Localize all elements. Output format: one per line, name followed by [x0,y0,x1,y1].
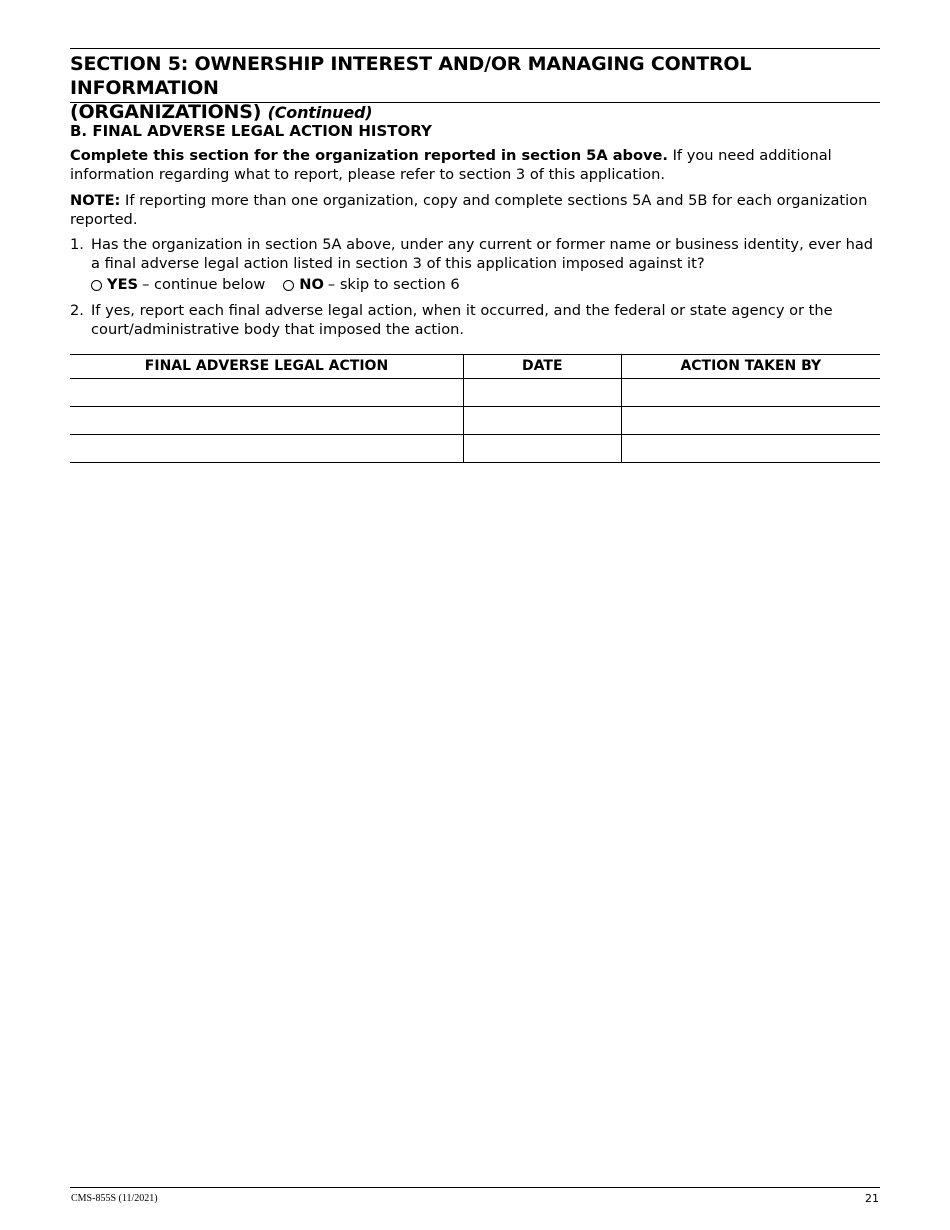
yes-radio-icon[interactable] [91,280,102,291]
yes-text: – continue below [142,276,266,293]
continued-label: (Continued) [267,103,373,122]
note-text: If reporting more than one organization, copy and complete sections 5A and 5B for each organization reported. [70,192,868,228]
note-paragraph [70,192,880,229]
yes-label: YES [107,276,139,293]
section-heading [70,52,880,125]
table-row [70,379,880,407]
intro-paragraph [70,147,880,184]
header-action-taken-by: ACTION TAKEN BY [621,355,880,379]
action-cell[interactable] [70,407,463,435]
footer-page-number: 21 [865,1192,879,1205]
header-final-adverse-legal-action: FINAL ADVERSE LEGAL ACTION [70,355,463,379]
table-header-row [70,355,880,379]
action-cell[interactable] [70,435,463,463]
top-rule [70,48,880,49]
date-cell[interactable] [463,379,621,407]
action-taken-by-cell[interactable] [621,435,880,463]
intro-bold: Complete this section for the organization reported in section 5A above. [70,147,668,164]
footer-form-id: CMS-855S (11/2021) [71,1193,158,1204]
footer-rule [70,1187,880,1188]
no-text: – skip to section 6 [327,276,460,293]
action-taken-by-cell[interactable] [621,379,880,407]
question-2-number: 2. [70,302,84,319]
section-heading-line1: SECTION 5: OWNERSHIP INTEREST AND/OR MANAGING CONTROL INFORMATION [70,53,752,99]
question-2-text: If yes, report each final adverse legal action, when it occurred, and the federal or state agency or the court/administrative body that imposed the action. [91,302,833,338]
header-date: DATE [463,355,621,379]
table-row [70,407,880,435]
adverse-action-table [70,354,880,463]
section-heading-line2: (ORGANIZATIONS) [70,101,262,123]
no-radio-icon[interactable] [283,280,294,291]
heading-rule [70,102,880,103]
question-2 [70,302,880,339]
option-yes[interactable] [91,276,265,295]
intro-rest: If you need additional information regarding what to report, please refer to section 3 of this application. [70,147,832,183]
option-no[interactable] [283,276,459,295]
table-row [70,435,880,463]
action-cell[interactable] [70,379,463,407]
note-label: NOTE: [70,192,121,209]
question-1-number: 1. [70,236,84,253]
date-cell[interactable] [463,435,621,463]
subsection-title: B. FINAL ADVERSE LEGAL ACTION HISTORY [70,122,432,140]
date-cell[interactable] [463,407,621,435]
yes-no-options [91,276,478,295]
action-taken-by-cell[interactable] [621,407,880,435]
no-label: NO [299,276,324,293]
question-1 [70,236,880,273]
question-1-text: Has the organization in section 5A above, under any current or former name or business identity, ever had a final adverse legal action listed in section 3 of this application imposed against it? [91,236,874,272]
